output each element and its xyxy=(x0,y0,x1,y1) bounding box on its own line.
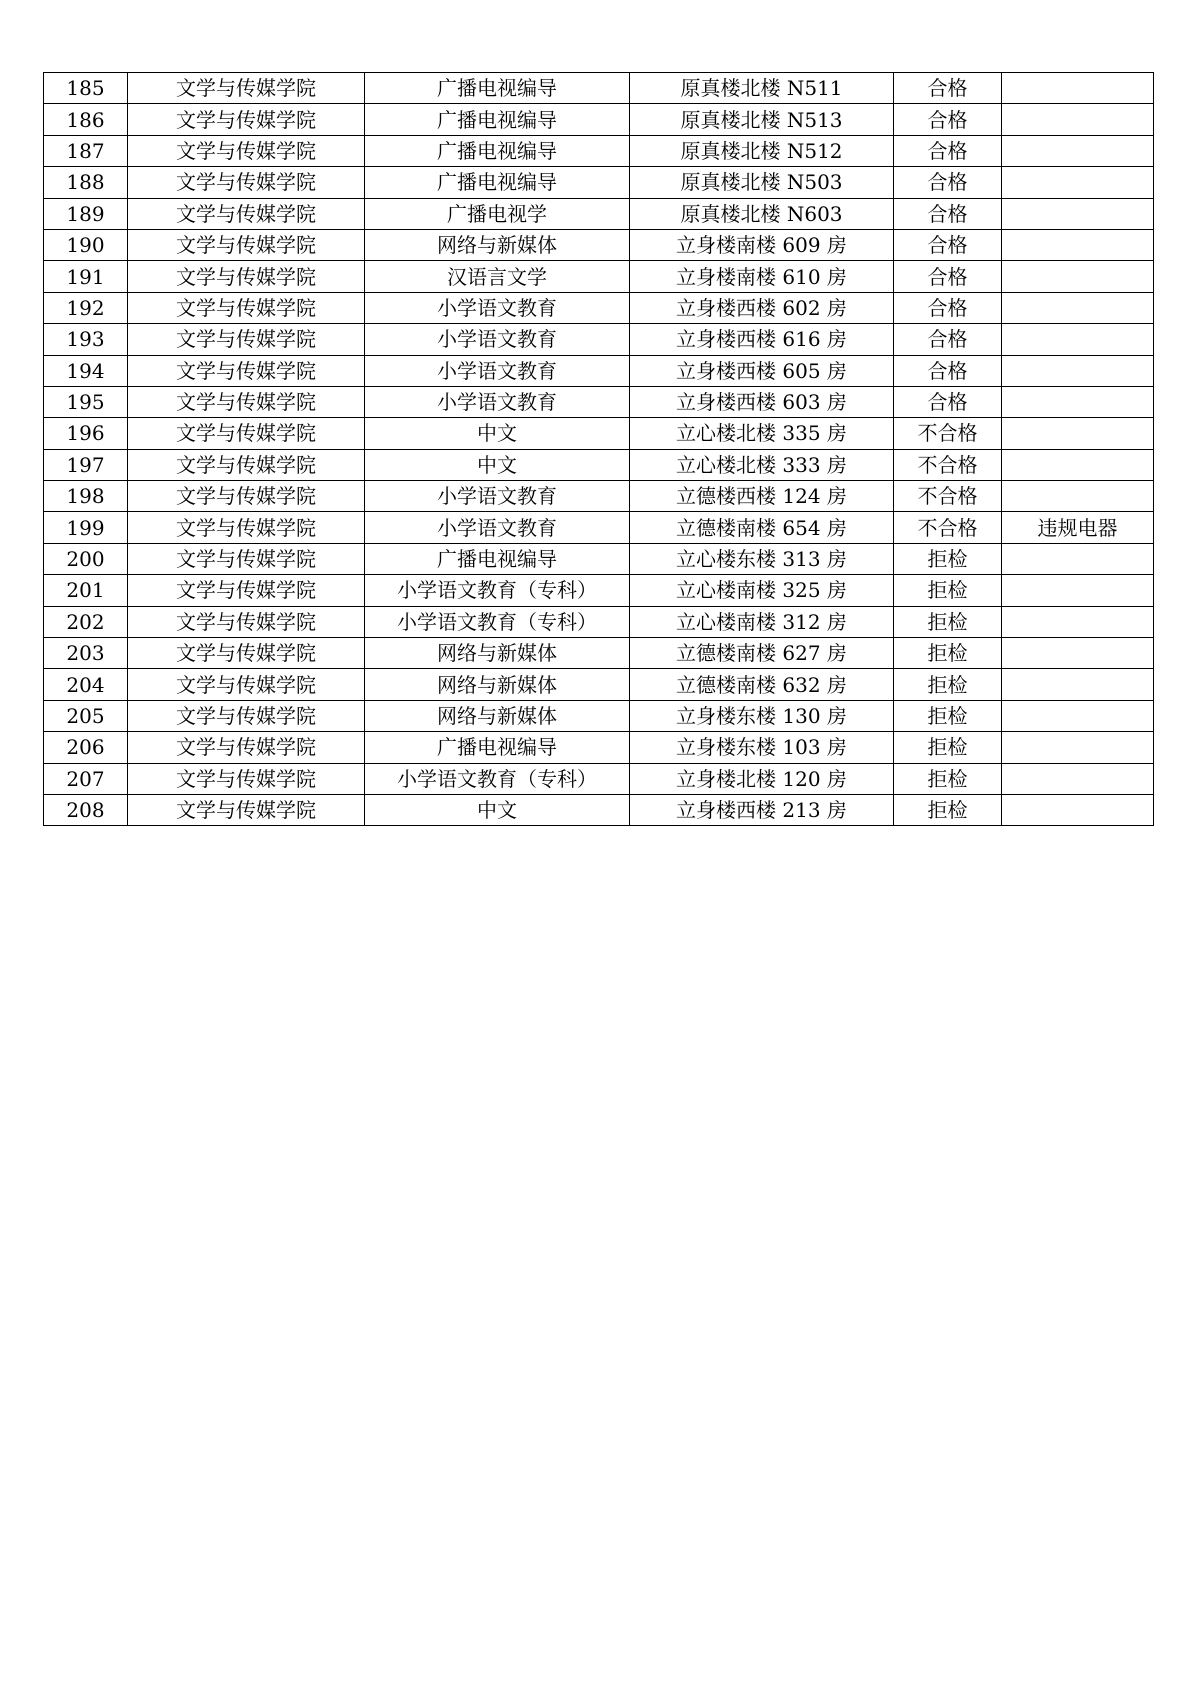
table-row xyxy=(44,229,1154,260)
dorm-room-cell: 立身楼东楼 130 房 xyxy=(630,700,894,731)
row-number-cell: 204 xyxy=(44,669,128,700)
table-row xyxy=(44,324,1154,355)
dorm-room-cell: 立德楼南楼 654 房 xyxy=(630,512,894,543)
table-row xyxy=(44,794,1154,825)
note-cell xyxy=(1002,229,1154,260)
college-cell: 文学与传媒学院 xyxy=(128,292,365,323)
college-cell: 文学与传媒学院 xyxy=(128,481,365,512)
result-cell: 合格 xyxy=(894,198,1002,229)
college-cell: 文学与传媒学院 xyxy=(128,512,365,543)
dorm-room-cell: 原真楼北楼 N511 xyxy=(630,73,894,104)
table-row xyxy=(44,543,1154,574)
note-cell xyxy=(1002,198,1154,229)
result-cell: 合格 xyxy=(894,355,1002,386)
note-cell xyxy=(1002,669,1154,700)
dorm-room-cell: 立心楼北楼 333 房 xyxy=(630,449,894,480)
row-number-cell: 199 xyxy=(44,512,128,543)
row-number-cell: 192 xyxy=(44,292,128,323)
row-number-cell: 187 xyxy=(44,135,128,166)
major-cell: 网络与新媒体 xyxy=(365,229,630,260)
result-cell: 合格 xyxy=(894,135,1002,166)
college-cell: 文学与传媒学院 xyxy=(128,104,365,135)
major-cell: 小学语文教育 xyxy=(365,292,630,323)
result-cell: 合格 xyxy=(894,292,1002,323)
note-cell xyxy=(1002,418,1154,449)
dorm-room-cell: 立心楼北楼 335 房 xyxy=(630,418,894,449)
college-cell: 文学与传媒学院 xyxy=(128,386,365,417)
row-number-cell: 207 xyxy=(44,763,128,794)
table-row xyxy=(44,386,1154,417)
row-number-cell: 190 xyxy=(44,229,128,260)
major-cell: 广播电视学 xyxy=(365,198,630,229)
college-cell: 文学与传媒学院 xyxy=(128,794,365,825)
note-cell xyxy=(1002,167,1154,198)
result-cell: 合格 xyxy=(894,73,1002,104)
row-number-cell: 185 xyxy=(44,73,128,104)
college-cell: 文学与传媒学院 xyxy=(128,543,365,574)
major-cell: 汉语言文学 xyxy=(365,261,630,292)
dorm-room-cell: 立身楼南楼 609 房 xyxy=(630,229,894,260)
result-cell: 合格 xyxy=(894,324,1002,355)
college-cell: 文学与传媒学院 xyxy=(128,449,365,480)
table-row xyxy=(44,198,1154,229)
result-cell: 不合格 xyxy=(894,512,1002,543)
college-cell: 文学与传媒学院 xyxy=(128,606,365,637)
row-number-cell: 202 xyxy=(44,606,128,637)
table-row xyxy=(44,481,1154,512)
major-cell: 中文 xyxy=(365,794,630,825)
note-cell xyxy=(1002,732,1154,763)
note-cell xyxy=(1002,261,1154,292)
result-cell: 不合格 xyxy=(894,418,1002,449)
result-cell: 拒检 xyxy=(894,732,1002,763)
dorm-room-cell: 原真楼北楼 N513 xyxy=(630,104,894,135)
dorm-room-cell: 立身楼东楼 103 房 xyxy=(630,732,894,763)
major-cell: 小学语文教育 xyxy=(365,512,630,543)
major-cell: 广播电视编导 xyxy=(365,732,630,763)
major-cell: 小学语文教育（专科） xyxy=(365,575,630,606)
college-cell: 文学与传媒学院 xyxy=(128,575,365,606)
dorm-room-cell: 原真楼北楼 N503 xyxy=(630,167,894,198)
dorm-room-cell: 立德楼南楼 632 房 xyxy=(630,669,894,700)
row-number-cell: 206 xyxy=(44,732,128,763)
college-cell: 文学与传媒学院 xyxy=(128,669,365,700)
major-cell: 网络与新媒体 xyxy=(365,700,630,731)
major-cell: 小学语文教育 xyxy=(365,355,630,386)
major-cell: 广播电视编导 xyxy=(365,73,630,104)
result-cell: 拒检 xyxy=(894,700,1002,731)
dorm-room-cell: 原真楼北楼 N603 xyxy=(630,198,894,229)
result-cell: 合格 xyxy=(894,229,1002,260)
result-cell: 合格 xyxy=(894,167,1002,198)
college-cell: 文学与传媒学院 xyxy=(128,324,365,355)
result-cell: 拒检 xyxy=(894,638,1002,669)
result-cell: 拒检 xyxy=(894,763,1002,794)
result-cell: 拒检 xyxy=(894,669,1002,700)
row-number-cell: 205 xyxy=(44,700,128,731)
note-cell xyxy=(1002,355,1154,386)
row-number-cell: 203 xyxy=(44,638,128,669)
note-cell xyxy=(1002,700,1154,731)
result-cell: 合格 xyxy=(894,261,1002,292)
result-cell: 拒检 xyxy=(894,794,1002,825)
note-cell xyxy=(1002,292,1154,323)
note-cell xyxy=(1002,135,1154,166)
dorm-room-cell: 原真楼北楼 N512 xyxy=(630,135,894,166)
row-number-cell: 208 xyxy=(44,794,128,825)
college-cell: 文学与传媒学院 xyxy=(128,135,365,166)
row-number-cell: 191 xyxy=(44,261,128,292)
major-cell: 小学语文教育（专科） xyxy=(365,763,630,794)
table-row xyxy=(44,575,1154,606)
dorm-room-cell: 立心楼南楼 325 房 xyxy=(630,575,894,606)
college-cell: 文学与传媒学院 xyxy=(128,418,365,449)
note-cell xyxy=(1002,543,1154,574)
college-cell: 文学与传媒学院 xyxy=(128,732,365,763)
college-cell: 文学与传媒学院 xyxy=(128,355,365,386)
major-cell: 小学语文教育（专科） xyxy=(365,606,630,637)
college-cell: 文学与传媒学院 xyxy=(128,261,365,292)
table-body xyxy=(44,73,1154,826)
table-row xyxy=(44,418,1154,449)
college-cell: 文学与传媒学院 xyxy=(128,167,365,198)
dorm-room-cell: 立身楼西楼 602 房 xyxy=(630,292,894,323)
table-row xyxy=(44,763,1154,794)
table-row xyxy=(44,638,1154,669)
major-cell: 广播电视编导 xyxy=(365,104,630,135)
major-cell: 广播电视编导 xyxy=(365,543,630,574)
row-number-cell: 189 xyxy=(44,198,128,229)
dorm-room-cell: 立身楼西楼 213 房 xyxy=(630,794,894,825)
table-row xyxy=(44,732,1154,763)
college-cell: 文学与传媒学院 xyxy=(128,198,365,229)
dorm-room-cell: 立心楼东楼 313 房 xyxy=(630,543,894,574)
table-row xyxy=(44,73,1154,104)
table-row xyxy=(44,292,1154,323)
college-cell: 文学与传媒学院 xyxy=(128,700,365,731)
table-row xyxy=(44,135,1154,166)
note-cell xyxy=(1002,324,1154,355)
college-cell: 文学与传媒学院 xyxy=(128,638,365,669)
result-cell: 拒检 xyxy=(894,606,1002,637)
note-cell xyxy=(1002,606,1154,637)
major-cell: 中文 xyxy=(365,418,630,449)
note-cell xyxy=(1002,73,1154,104)
table-row xyxy=(44,355,1154,386)
result-cell: 合格 xyxy=(894,104,1002,135)
note-cell xyxy=(1002,104,1154,135)
note-cell xyxy=(1002,794,1154,825)
result-cell: 拒检 xyxy=(894,575,1002,606)
major-cell: 广播电视编导 xyxy=(365,135,630,166)
dorm-room-cell: 立心楼南楼 312 房 xyxy=(630,606,894,637)
major-cell: 小学语文教育 xyxy=(365,481,630,512)
dorm-room-cell: 立身楼西楼 616 房 xyxy=(630,324,894,355)
result-cell: 拒检 xyxy=(894,543,1002,574)
row-number-cell: 198 xyxy=(44,481,128,512)
row-number-cell: 194 xyxy=(44,355,128,386)
dorm-room-cell: 立身楼西楼 605 房 xyxy=(630,355,894,386)
note-cell: 违规电器 xyxy=(1002,512,1154,543)
dorm-room-cell: 立身楼北楼 120 房 xyxy=(630,763,894,794)
row-number-cell: 196 xyxy=(44,418,128,449)
college-cell: 文学与传媒学院 xyxy=(128,229,365,260)
table-row xyxy=(44,104,1154,135)
dorm-room-cell: 立德楼南楼 627 房 xyxy=(630,638,894,669)
table-row xyxy=(44,700,1154,731)
table-row xyxy=(44,449,1154,480)
major-cell: 网络与新媒体 xyxy=(365,669,630,700)
result-cell: 合格 xyxy=(894,386,1002,417)
result-cell: 不合格 xyxy=(894,449,1002,480)
table-row xyxy=(44,669,1154,700)
major-cell: 中文 xyxy=(365,449,630,480)
inspection-table xyxy=(43,72,1154,826)
note-cell xyxy=(1002,386,1154,417)
table-row xyxy=(44,512,1154,543)
major-cell: 小学语文教育 xyxy=(365,386,630,417)
note-cell xyxy=(1002,763,1154,794)
dorm-room-cell: 立身楼西楼 603 房 xyxy=(630,386,894,417)
note-cell xyxy=(1002,638,1154,669)
major-cell: 小学语文教育 xyxy=(365,324,630,355)
note-cell xyxy=(1002,449,1154,480)
major-cell: 广播电视编导 xyxy=(365,167,630,198)
row-number-cell: 195 xyxy=(44,386,128,417)
table-row xyxy=(44,261,1154,292)
college-cell: 文学与传媒学院 xyxy=(128,73,365,104)
row-number-cell: 188 xyxy=(44,167,128,198)
dorm-room-cell: 立德楼西楼 124 房 xyxy=(630,481,894,512)
row-number-cell: 186 xyxy=(44,104,128,135)
note-cell xyxy=(1002,575,1154,606)
row-number-cell: 200 xyxy=(44,543,128,574)
result-cell: 不合格 xyxy=(894,481,1002,512)
major-cell: 网络与新媒体 xyxy=(365,638,630,669)
note-cell xyxy=(1002,481,1154,512)
table-row xyxy=(44,606,1154,637)
table-row xyxy=(44,167,1154,198)
college-cell: 文学与传媒学院 xyxy=(128,763,365,794)
row-number-cell: 201 xyxy=(44,575,128,606)
row-number-cell: 197 xyxy=(44,449,128,480)
row-number-cell: 193 xyxy=(44,324,128,355)
dorm-room-cell: 立身楼南楼 610 房 xyxy=(630,261,894,292)
